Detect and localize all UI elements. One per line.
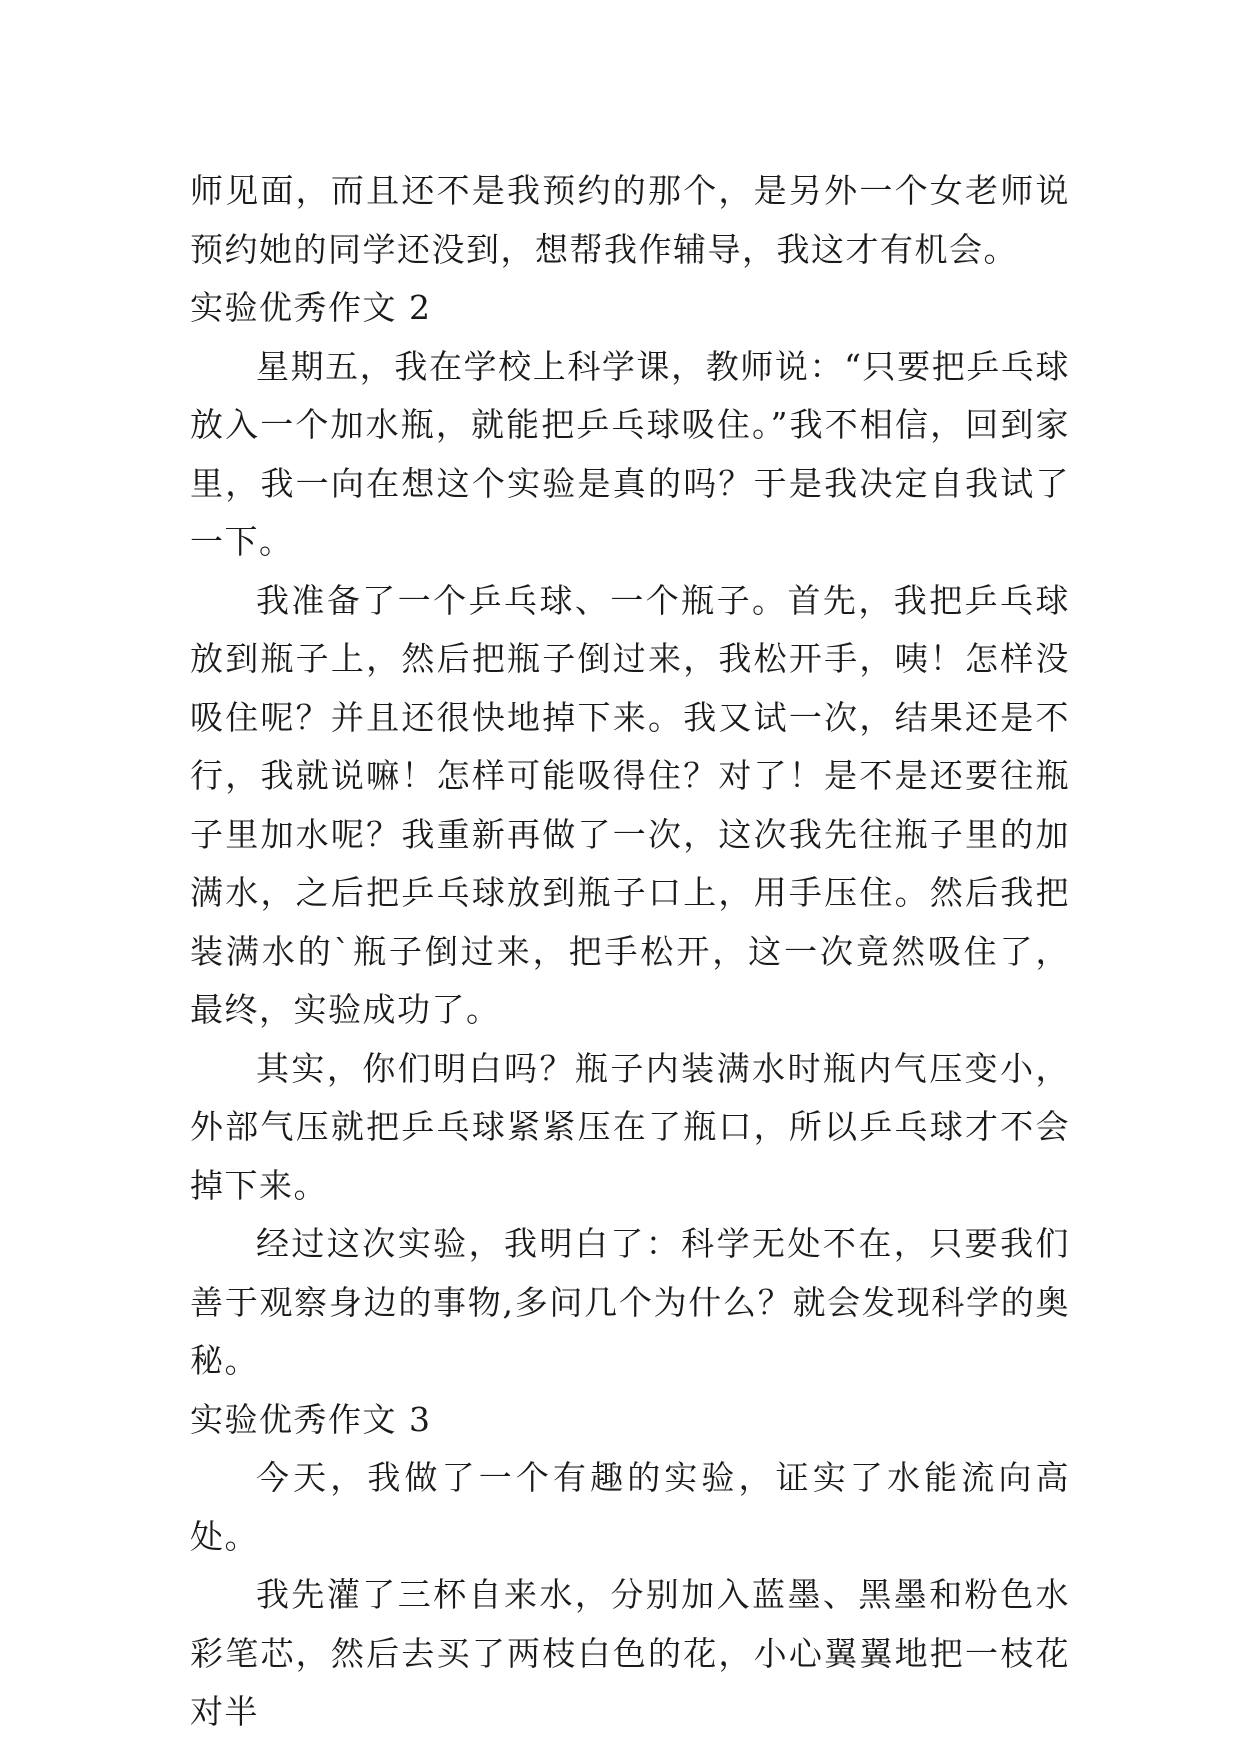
section-heading: 实验优秀作文 3: [190, 1399, 432, 1439]
document-body: [190, 162, 1070, 1742]
paragraph: 其实，你们明白吗？瓶子内装满水时瓶内气压变小，外部气压就把乒乓球紧紧压在了瓶口，所以乒乓球才不会掉下来。: [190, 1048, 1070, 1205]
section-heading: 实验优秀作文 2: [190, 288, 432, 327]
paragraph: 师见面，而且还不是我预约的那个，是另外一个女老师说预约她的同学还没到，想帮我作辅导，我这才有机会。: [190, 171, 1070, 269]
paragraph: 我先灌了三杯自来水，分别加入蓝墨、黑墨和粉色水彩笔芯，然后去买了两枝白色的花，小心翼翼地把一枝花对半: [190, 1575, 1070, 1731]
paragraph: 经过这次实验，我明白了：科学无处不在，只要我们善于观察身边的事物,多问几个为什么？就会发现科学的奥秘。: [190, 1224, 1070, 1380]
paragraph: 我准备了一个乒乓球、一个瓶子。首先，我把乒乓球放到瓶子上，然后把瓶子倒过来，我松开手，咦！怎样没吸住呢？并且还很快地掉下来。我又试一次，结果还是不行，我就说嘛！怎样可能吸得住？对了！是不是还要往瓶子里加水呢？我重新再做了一次，这次我先往瓶子里的加满水，之后把乒乓球放到瓶子口上，用手压住。然后我把装满水的`瓶子倒过来，把手松开，这一次竟然吸住了，最终，实验成功了。: [190, 580, 1070, 1029]
paragraph: 今天，我做了一个有趣的实验，证实了水能流向高处。: [190, 1458, 1070, 1556]
paragraph: 星期五，我在学校上科学课，教师说：“只要把乒乓球放入一个加水瓶，就能把乒乓球吸住。”我不相信，回到家里，我一向在想这个实验是真的吗？于是我决定自我试了一下。: [190, 346, 1070, 561]
